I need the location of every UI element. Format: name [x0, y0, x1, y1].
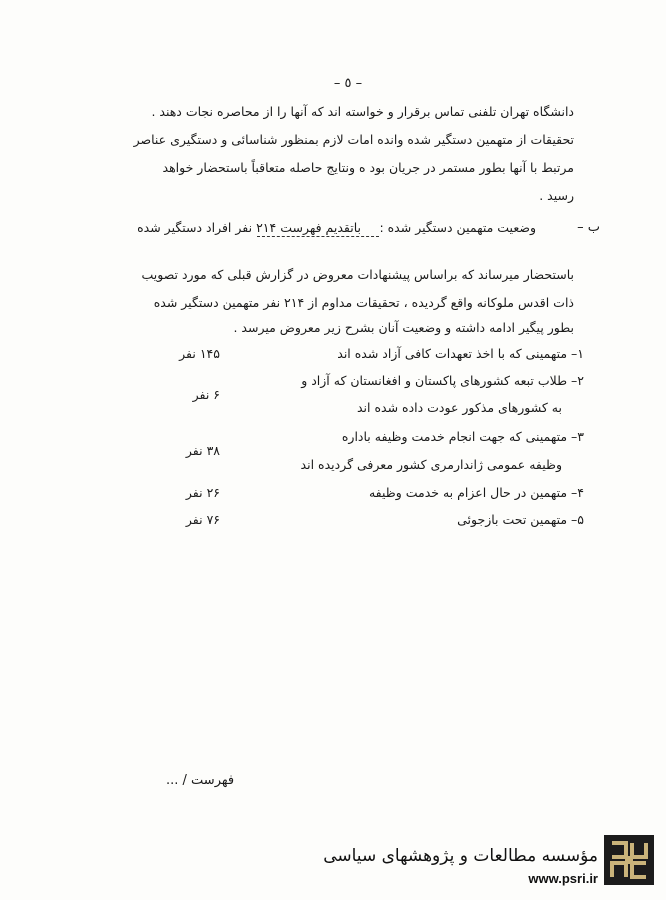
section-b-subtitle: باتقدیم فهرست ۲۱۴ نفر افراد دستگیر شده — [137, 220, 361, 235]
list-item-5-count: ۷۶ نفر — [185, 512, 220, 527]
section-b-body-2: ذات اقدس ملوکانه واقع گردیده ، تحقیقات مداوم از ۲۱۴ نفر متهمین دستگیر شده — [153, 295, 574, 310]
list-item-3-count: ۳۸ نفر — [185, 443, 220, 458]
list-item-2: ۲– طلاب تبعه کشورهای پاکستان و افغانستان که آزاد و — [301, 373, 584, 388]
list-item-4-count: ۲۶ نفر — [185, 485, 220, 500]
section-b-title-underline — [257, 236, 379, 237]
list-item-4: ۴– متهمین در حال اعزام به خدمت وظیفه — [368, 485, 584, 500]
page-number: – ٥ – — [333, 76, 363, 91]
section-b-body-3: بطور پیگیر ادامه داشته و وضعیت آنان بشرح زیر معروض میرسد . — [233, 320, 574, 335]
list-item-3-cont: وظیفه عمومی ژاندارمری کشور معرفی گردیده اند — [300, 457, 562, 472]
list-item-1-count: ۱۴۵ نفر — [179, 346, 220, 361]
intro-line-2: تحقیقات از متهمین دستگیر شده وانده امات لازم بمنظور شناسائی و دستگیری عناصر — [133, 132, 574, 147]
list-reference: فهرست / ... — [166, 773, 235, 788]
list-item-2-cont: به کشورهای مذکور عودت داده شده اند — [356, 400, 562, 415]
intro-line-1: دانشگاه تهران تلفنی تماس برقرار و خواسته اند که آنها را از محاصره نجات دهند . — [151, 104, 574, 119]
section-b-label: ب – — [577, 220, 600, 235]
list-item-3: ۳– متهمینی که جهت انجام خدمت وظیفه باداره — [341, 429, 584, 444]
intro-line-4: رسید . — [539, 188, 574, 203]
list-item-5: ۵– متهمین تحت بازجوئی — [457, 512, 584, 527]
psri-logo-icon — [604, 835, 654, 885]
intro-line-3: مرتبط با آنها بطور مستمر در جریان بود ه ونتایج حاصله متعاقباً باستحضار خواهد — [162, 160, 574, 175]
brand-name: مؤسسه مطالعات و پژوهشهای سیاسی — [323, 846, 598, 866]
brand-url[interactable]: www.psri.ir — [528, 871, 598, 886]
section-b-body-1: باستحضار میرساند که براساس پیشنهادات معروض در گزارش قبلی که مورد تصویب — [141, 267, 574, 282]
list-item-2-count: ۶ نفر — [192, 387, 220, 402]
section-b-title: وضعیت متهمین دستگیر شده : — [379, 220, 536, 235]
list-item-1: ۱– متهمینی که با اخذ تعهدات کافی آزاد شده اند — [337, 346, 584, 361]
